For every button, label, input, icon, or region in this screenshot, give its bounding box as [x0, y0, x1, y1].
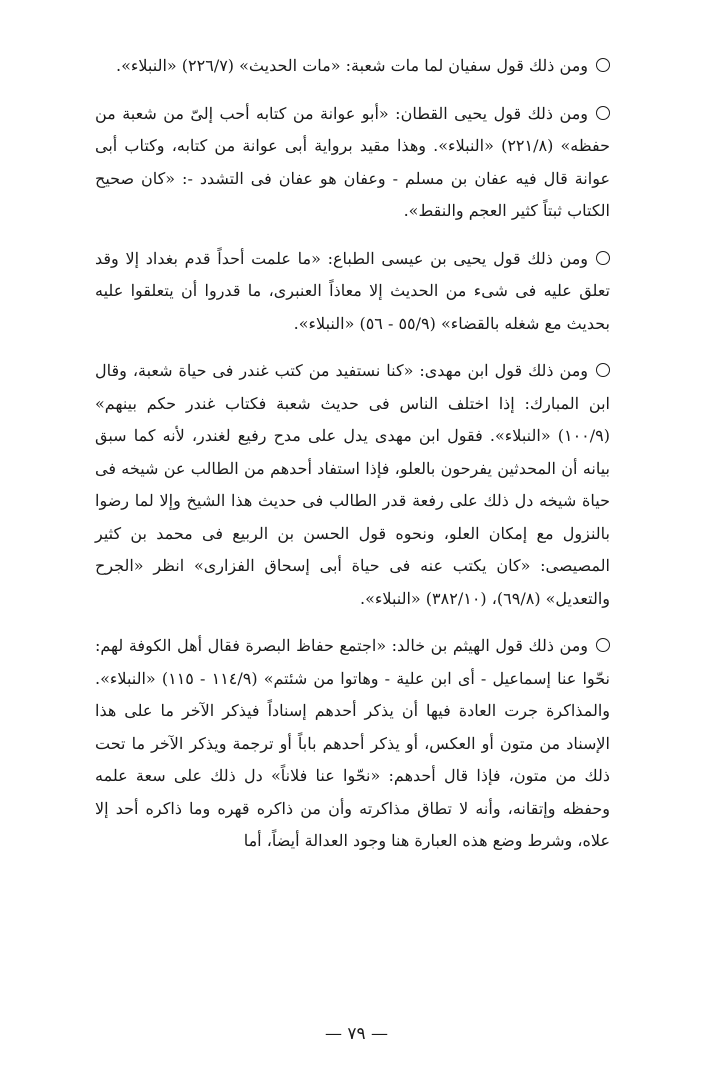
page-number: — ٧٩ —	[324, 1024, 389, 1044]
paragraph-5	[95, 630, 610, 858]
paragraph-text: ومن ذلك قول ابن مهدى: «كنا نستفيد من كتب غندر فى حياة شعبة، وقال ابن المبارك: إذا اختلف الناس فى حديث شعبة فكتاب غندر حكم بينهم» (١٠٠/٩) «النبلاء». فقول ابن مهدى يدل على مدح رفيع لغندر، لأنه كما سبق بيانه أن المحدثين يفرحون بالعلو، فإذا استفاد أحدهم من الطالب عن شيخه فى حياة شيخه دل ذلك على رفعة قدر الطالب فى حديث هذا الشيخ وإلا لما رضوا بالنزول مع إمكان العلو، ونحوه قول الحسن بن الربيع فى محمد بن كثير المصيصى: «كان يكتب عنه فى حياة أبى إسحاق الفزارى» انظر «الجرح والتعديل» (٦٩/٨)، (٣٨٢/١٠) «النبلاء».	[95, 361, 611, 608]
circle-bullet-icon	[596, 251, 610, 265]
circle-bullet-icon	[596, 363, 610, 377]
page-body	[95, 50, 610, 873]
paragraph-text: ومن ذلك قول يحيى بن عيسى الطباع: «ما علمت أحداً قدم بغداد إلا وقد تعلق عليه فى شىء من الحديث إلا معاذاً العنبرى، ما قدروا أن يتعلقوا عليه بحديث مع شغله بالقضاء» (٥٥/٩ - ٥٦) «النبلاء».	[95, 248, 611, 333]
paragraph-3	[95, 243, 610, 341]
paragraph-text: ومن ذلك قول سفيان لما مات شعبة: «مات الحديث» (٢٢٦/٧) «النبلاء».	[115, 56, 588, 75]
paragraph-2	[95, 98, 610, 228]
circle-bullet-icon	[596, 106, 610, 120]
circle-bullet-icon	[596, 58, 610, 72]
circle-bullet-icon	[596, 638, 610, 652]
paragraph-1	[95, 50, 610, 83]
paragraph-4	[95, 355, 610, 615]
paragraph-text: ومن ذلك قول الهيثم بن خالد: «اجتمع حفاظ البصرة فقال أهل الكوفة لهم: نحّوا عنا إسماعيل - أى ابن علية - وهاتوا من شئتم» (١١٤/٩ - ١١٥) «النبلاء». والمذاكرة جرت العادة فيها أن يذكر أحدهم إسناداً فيذكر الآخر ما على هذا الإسناد من متون أو العكس، أو يذكر أحدهم باباً أو ترجمة ويذكر الآخر ما تحت ذلك من متون، فإذا قال أحدهم: «نحّوا عنا فلاناً» دل ذلك على سعة علمه وحفظه وإتقانه، وأنه لا تطاق مذاكرته وأن من ذاكره قهره وما ذاكره أحد إلا علاه، وشرط وضع هذه العبارة هنا وجود العدالة أيضاً، أما	[95, 636, 611, 850]
paragraph-text: ومن ذلك قول يحيى القطان: «أبو عوانة من كتابه أحب إلىّ من شعبة من حفظه» (٢٢١/٨) «النبلاء». وهذا مقيد برواية أبى عوانة من كتابه، وكتاب أبى عوانة قال فيه عفان بن مسلم - وعفان هو عفان فى التشدد -: «كان صحيح الكتاب ثبتاً كثير العجم والنقط».	[95, 103, 610, 220]
